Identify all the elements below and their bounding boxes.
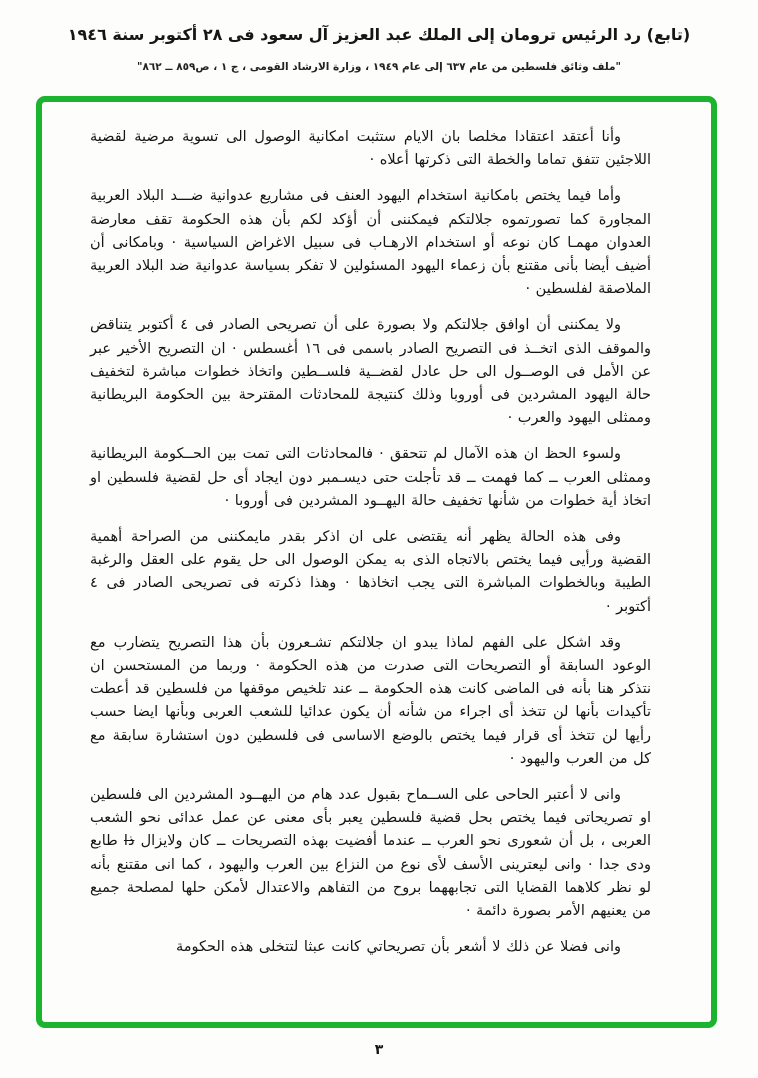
paragraph-text: ولا يمكننى أن اوافق جلالتكم ولا بصورة على أن تصريحى الصادر فى ٤ أكتوبر يتناقض والموقف الذى اتخــذ فى التصريح الصادر باسمى فى ١٦ أغسطس · ان التصريح الأخير عبر عن الأمل فى الوصــول الى حل عادل لقضــية فلســطين واتخاذ خطوات مباشرة لتخفيف حالة اليهود المشردين فى أوروبا وذلك كنتيجة للمحادثات المقترحة بين الحكومة البريطانية وممثلى اليهود والعرب · bbox=[90, 317, 651, 427]
document-title: (تابع) رد الرئيس ترومان إلى الملك عبد العزيز آل سعود فى ٢٨ أكتوبر سنة ١٩٤٦ bbox=[67, 25, 691, 44]
paragraph bbox=[90, 443, 651, 513]
paragraph bbox=[90, 185, 651, 301]
paragraph-text: وانى لا أعتبر الحاحى على الســماح بقبول عدد هام من اليهــود المشردين الى فلسطين او تصريحاتى فيما يختص بحل قضية فلسطين يعبر بأى معنى عن عمل عدائى نحو الشعب العربى ، بل أن شعورى نحو العرب ــ عندما أفضيت بهذه التصريحات ــ كان ولايزال bbox=[90, 787, 651, 850]
document-body bbox=[42, 102, 711, 1022]
paragraph-text: وأنا أعتقد اعتقادا مخلصا بان الايام ستثبت امكانية الوصول الى تسوية مرضية لقضية اللاجئين تتفق تماما والخطة التى ذكرتها أعلاه · bbox=[90, 129, 651, 169]
paragraph bbox=[90, 314, 651, 430]
paragraph-text: وقد اشكل على الفهم لماذا يبدو ان جلالتكم تشـعرون بأن هذا التصريح يتضارب مع الوعود السابقة أو التصريحات التى صدرت من هذه الحكومة · وربما من المستحسن ان نتذكر هنا بأنه فى الماضى كانت هذه الحكومة ــ عند تلخيص موقفها من فلسطين قد أعطت تأكيدات بأنها لن تتخذ أى اجراء من شأنه أن يكون عدائيا للشعب العربى وبأنها ايضا حسب رأيها لن تتخذ أى قرار فيما يختص بالوضع الاساسى فى فلسطين دون استشارة سابقة مع كل من العرب واليهود · bbox=[90, 634, 651, 767]
green-highlight-border bbox=[36, 96, 717, 1028]
struck-out-text: ذا bbox=[123, 833, 135, 850]
paragraph bbox=[90, 526, 651, 619]
paragraph-text: وأما فيما يختص بامكانية استخدام اليهود العنف فى مشاريع عدوانية ضـــد البلاد العربية المجاورة كما تصورتموه جلالتكم فيمكننى أن أؤكد لكم بأن هذه الحكومة تقف معارضة العدوان مهمـا كان نوعه أو استخدام الارهـاب فى سبيل الاغراض السياسية · وبامكانى أن أضيف أيضا بأنى مقتنع بأن زعماء اليهود المسئولين لا تفكر بسياسة عدوانية ضد البلاد العربية الملاصقة لفلسطين · bbox=[90, 188, 651, 298]
paragraph-text: وفى هذه الحالة يظهر أنه يقتضى على ان اذكر بقدر مايمكننى من الصراحة أهمية القضية ورأيى فيما يختص بالاتجاه الذى به يمكن الوصول الى حل يقوم على العقل والرغبة الطيبة وبالخطوات المباشرة التى يجب اتخاذها · وهذا ذكرته فى تصريحى الصادر فى ٤ أكتوبر · bbox=[90, 529, 651, 615]
paragraph bbox=[90, 632, 651, 771]
paragraph bbox=[90, 126, 651, 172]
document-source-citation: "ملف وثائق فلسطين من عام ٦٣٧ إلى عام ١٩٤٩ ، وزارة الارشاد القومى ، ج ١ ، ص٨٥٩ ــ ٨٦٢" bbox=[136, 61, 622, 73]
paragraph-text: ولسوء الحظ ان هذه الآمال لم تتحقق · فالمحادثات التى تمت بين الحــكومة البريطانية وممثلى العرب ــ كما فهمت ــ قد تأجلت حتى ديسـمبر دون ايجاد أى حل لقضية فلسطين او اتخاذ أية خطوات من شأنها تخفيف حالة اليهــود المشردين فى أوروبا · bbox=[90, 446, 651, 509]
paragraph-text: طابع ودى جدا · وانى ليعترينى الأسف لأى نوع من النزاع بين العرب واليهود ، كما انى مقتنع بأنه لو نظر كلاهما القضايا التى تجابههما بروح من التفاهم والاعتدال لأمكن حلها لمصلحة جميع من يعنيهم الأمر بصورة دائمة · bbox=[90, 833, 651, 920]
paragraph bbox=[90, 784, 651, 923]
paragraph bbox=[90, 936, 651, 959]
paragraph-text: وانى فضلا عن ذلك لا أشعر بأن تصريحاتي كانت عبثا لتتخلى هذه الحكومة bbox=[175, 939, 621, 956]
page-number: ٣ bbox=[374, 1042, 384, 1058]
